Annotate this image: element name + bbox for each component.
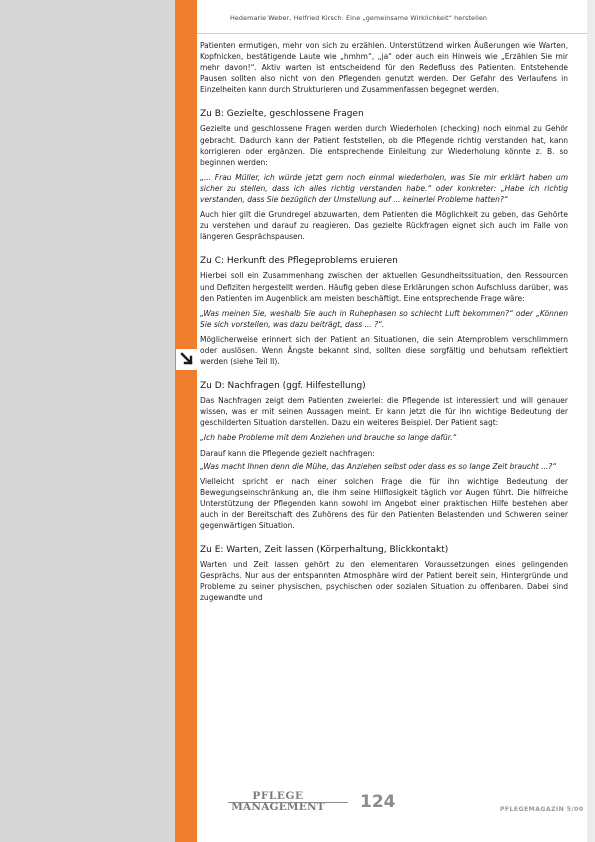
header-rule bbox=[197, 33, 587, 34]
heading-section-c: Zu C: Herkunft des Pflegeproblems eruieren bbox=[200, 256, 398, 267]
logo-word-pflege: PFLEGE bbox=[252, 790, 304, 802]
logo-word-management: MANAGEMENT bbox=[231, 801, 325, 813]
paragraph-d2: Darauf kann die Pflegende gezielt nachfragen: bbox=[200, 448, 375, 458]
running-header: Hedemarie Weber, Helfried Kirsch: Eine „gemeinsame Wirklichkeit“ herstellen bbox=[230, 14, 488, 22]
left-margin-band bbox=[0, 0, 175, 842]
heading-section-e: Zu E: Warten, Zeit lassen (Körperhaltung, Blickkontakt) bbox=[200, 545, 449, 556]
arrow-down-right-glyph bbox=[179, 352, 195, 367]
arrow-down-right-icon bbox=[176, 349, 198, 370]
accent-bar bbox=[175, 0, 197, 842]
quote-c: „Was meinen Sie, weshalb Sie auch in Ruhephasen so schlecht Luft bekommen?“ oder „Können Sie sich vorstellen, was dazu beiträgt, dass ... ?“. bbox=[200, 308, 568, 329]
paragraph-b1: Gezielte und geschlossene Fragen werden durch Wiederholen (checking) noch einmal zu Gehör gebracht. Dadurch kann der Patient feststellen, ob die Pflegende richtig verstanden hat, kann korrigieren oder ergänzen. Die entsprechende Einleitung zur Wiederholung könnte z. B. so beginnen werden: bbox=[200, 124, 568, 167]
right-margin-band bbox=[587, 0, 595, 842]
paragraph-c2: Möglicherweise erinnert sich der Patient an Situationen, die sein Atemproblem verschlimmern oder auslösen. Wenn Ängste bekannt sind, sollten diese sorgfältig und behutsam reflektiert werden (siehe Teil II). bbox=[200, 334, 568, 367]
quote-d1: „Ich habe Probleme mit dem Anziehen und brauche so lange dafür.“ bbox=[200, 433, 457, 443]
heading-section-b: Zu B: Gezielte, geschlossene Fragen bbox=[200, 109, 364, 120]
paragraph-e1: Warten und Zeit lassen gehört zu den elementaren Voraussetzungen eines gelingenden Gesprächs. Nur aus der entspannten Atmosphäre wird der Patient bereit sein, Hintergründe und Probleme zu seiner physischen, psychischen oder sozialen Situation zu offenbaren. Dabei sind zugewandte und bbox=[200, 560, 568, 603]
issue-label: PFLEGEMAGAZIN 5/00 bbox=[500, 806, 584, 813]
paragraph-intro: Patienten ermutigen, mehr von sich zu erzählen. Unterstützend wirken Äußerungen wie Warten, Kopfnicken, bestätigende Laute wie „hmhm“, „ja“ oder auch ein Hinweis wie „Erzählen Sie mir mehr davon!“. Aktiv warten ist entscheidend für den Redefluss des Patienten. Entstehende Pausen sollten also nicht von den Pflegenden genutzt werden. Der Gefahr des Verlaufens in Einzelheiten kann durch Strukturieren und Zusammenfassen begegnet werden. bbox=[200, 41, 568, 95]
paragraph-d1: Das Nachfragen zeigt dem Patienten zweierlei: die Pflegende ist interessiert und will genauer wissen, was er mit seinen Aussagen meint. Er kann jetzt die für ihn wichtige Bedeutung der geschilderten Situation darstellen. Dazu ein weiteres Beispiel. Der Patient sagt: bbox=[200, 396, 568, 428]
quote-d2: „Was macht Ihnen denn die Mühe, das Anziehen selbst oder dass es so lange Zeit braucht ...?“ bbox=[200, 461, 557, 471]
heading-section-d: Zu D: Nachfragen (ggf. Hilfestellung) bbox=[200, 381, 366, 392]
article-body bbox=[200, 40, 568, 606]
quote-b: „... Frau Müller, ich würde jetzt gern noch einmal wiederholen, was Sie mir erklärt haben um sicher zu stellen, dass ich alles richtig verstanden habe.“ oder konkreter: „Habe ich richtig verstanden, dass Sie bezüglich der Umstellung auf ... keinerlei Probleme hatten?“ bbox=[200, 172, 568, 205]
paragraph-b2: Auch hier gilt die Grundregel abzuwarten, dem Patienten die Möglichkeit zu geben, das Gehörte zu verstehen und darauf zu reagieren. Das gezielte Rückfragen eignet sich auch im Falle von längeren Gesprächspausen. bbox=[200, 210, 568, 242]
paragraph-c1: Hierbei soll ein Zusammenhang zwischen der aktuellen Gesundheitssituation, den Ressourcen und Defiziten hergestellt werden. Häufig geben diese Erklärungen schon Aufschluss darüber, was den Patienten im Augenblick am meisten beschäftigt. Eine entsprechende Frage wäre: bbox=[200, 271, 568, 303]
page-number: 124 bbox=[360, 792, 396, 812]
paragraph-d3: Vielleicht spricht er nach einer solchen Frage die für ihn wichtige Bedeutung der Bewegungseinschränkung an, die ihm seine Hilflosigkeit täglich vor Augen führt. Die hilfreiche Unterstützung der Pflegenden kann sowohl im Angebot einer praktischen Hilfe bestehen aber auch in der Bereitschaft des Zuhörens des für den Patienten Belastenden und Schweren seiner gegenwärtigen Situation. bbox=[200, 476, 568, 531]
footer-rule bbox=[228, 802, 348, 803]
